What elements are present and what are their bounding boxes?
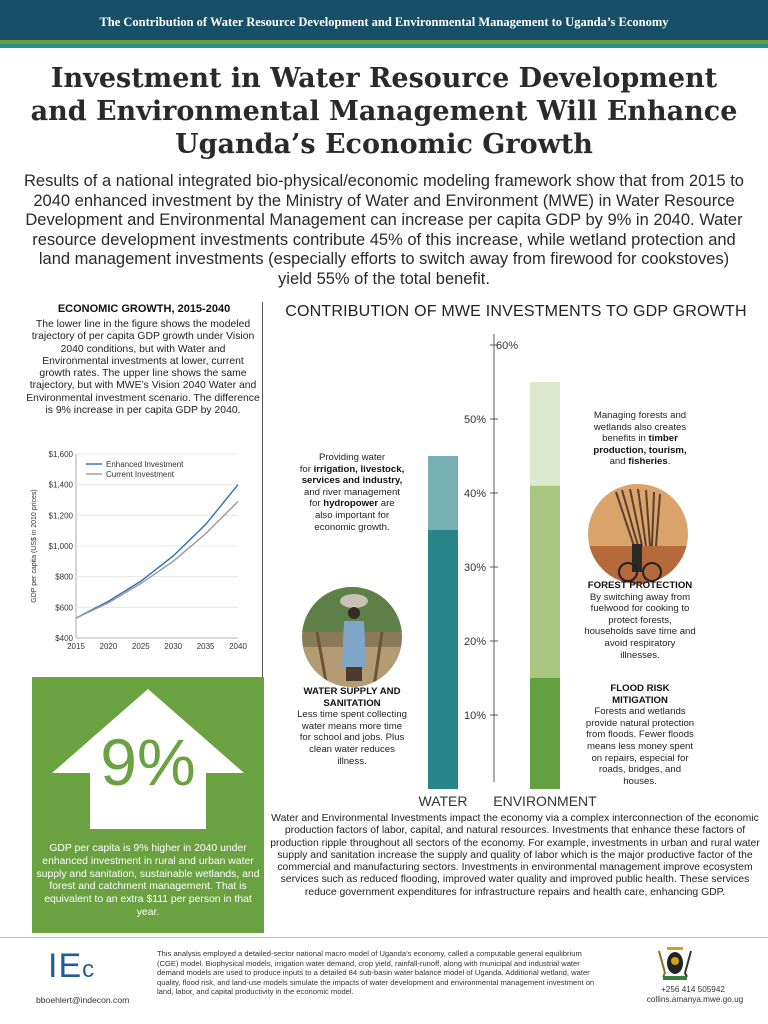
forests-benefits-note (584, 410, 696, 468)
forest-protection-body: By switching away from fuelwood for cooking to protect forests, households save time and avoid respiratory illnesses. (584, 591, 696, 661)
bar-chart-y-tick-label: 50% (463, 414, 486, 426)
water-note-line-5a: for (309, 498, 324, 510)
iec-logo-small: c (82, 956, 96, 983)
forests-note-fisheries: fisheries (628, 456, 668, 468)
line-chart-y-tick-label: $1,600 (48, 450, 73, 459)
line-chart-x-tick-label: 2040 (229, 642, 247, 651)
uganda-coat-of-arms-icon (655, 943, 695, 983)
bar-chart-y-tick-label: 20% (463, 636, 486, 648)
flood-risk-note (584, 683, 696, 787)
forests-note-line-5c: . (667, 456, 671, 468)
bar-segment-water-0 (428, 530, 458, 789)
contribution-chart-title: CONTRIBUTION OF MWE INVESTMENTS TO GDP GROWTH (285, 303, 747, 320)
economic-growth-heading: ECONOMIC GROWTH, 2015-2040 (57, 303, 231, 315)
legend-label: Enhanced Investment (106, 460, 184, 469)
bar-chart-y-tick-label: 40% (463, 488, 486, 500)
flood-risk-body: Forests and wetlands provide natural protection from floods. Fewer floods means less money spent on repairs, especial for roads, bridges, and houses. (585, 706, 695, 787)
line-chart-x-tick-label: 2015 (67, 642, 85, 651)
line-chart-y-tick-label: $600 (55, 603, 73, 613)
water-note-hydropower: hydropower (323, 498, 379, 510)
header-banner: The Contribution of Water Resource Development and Environmental Management to Uganda’s Economy (0, 0, 768, 40)
forests-note-line-3a: benefits in (602, 433, 649, 445)
bar-chart-y-ticks (464, 340, 518, 722)
firewood-carrier-image (588, 484, 688, 584)
investment-impact-paragraph: Water and Environmental Investments impact the economy via a complex interconnection of the economic production factors of labor, capital, and natural resources. Investments that enhance these factors of production ripple throughout all sectors of the economy. For example, investments in urban and rural water supply and sanitation increase the supply and quality of labor which is the major productive factor of the commercial and manufacturing sectors. Investments in environmental management improve ecosystem services such as reduced flooding, improved water quality and improved public health. These services reduce government expenditures for infrastructure repairs and health care, enhancing GDP. (270, 813, 760, 898)
intro-paragraph: Results of a national integrated bio-physical/economic modeling framework show that from 2015 to 2040 enhanced investment by the Ministry of Water and Environment (MWE) in Water Resource Development and Environmental Management can increase per capita GDP by 9% in 2040. Water resource development investments contribute 45% of this increase, while wetland protection and land management investments (especially efforts to switch away from firewood for cookstoves) yield 55% of the total benefit. (24, 172, 744, 288)
line-chart-legend (86, 460, 184, 479)
firewood-carrier-photo (588, 484, 688, 584)
page-title: Investment in Water Resource Development and Environmental Management Will Enhance Uganda’s Economic Growth (30, 63, 738, 160)
water-note-line-1: Providing water (318, 452, 386, 463)
line-chart-y-tick-label: $1,400 (48, 480, 73, 490)
water-carrier-photo (302, 587, 402, 687)
line-chart-y-tick-label: $800 (55, 572, 73, 582)
contact-phone[interactable]: +256 414 505942 (661, 985, 725, 994)
iec-logo (48, 947, 95, 986)
line-chart-grid (76, 454, 238, 638)
bar-chart-categories (419, 793, 598, 809)
line-chart-x-tick-label: 2025 (131, 642, 150, 651)
bar-segment-water-1 (428, 456, 458, 530)
forests-note-line-2: wetlands also creates (593, 421, 687, 433)
water-supply-body: Less time spent collecting water means more time for school and jobs. Plus clean water reduces illness. (297, 709, 407, 767)
bar-chart-y-tick-label: 10% (463, 710, 486, 722)
line-chart-x-tick-label: 2035 (196, 642, 215, 651)
water-note-line-5c: are (378, 498, 395, 510)
forests-note-line-1: Managing forests and (593, 410, 687, 421)
highlight-text: GDP per capita is 9% higher in 2040 under enhanced investment in rural and urban water supply and sanitation, sustainable wetlands, and forest and catchment management. That is equivalent to an extra $111 per person in that year. (36, 843, 260, 918)
line-chart-y-ticks (49, 450, 74, 643)
line-chart-y-label: GDP per capita (US$ in 2010 prices) (31, 489, 38, 603)
bar-chart-y-tick-label: 30% (463, 562, 486, 574)
flood-risk-heading: FLOOD RISK MITIGATION (610, 683, 670, 706)
line-chart-x-ticks (67, 642, 247, 651)
line-chart-series (76, 485, 238, 618)
bar-category-label: WATER (418, 793, 468, 809)
contact-email-right[interactable]: collins.amanya.mwe.go.ug (646, 995, 744, 1004)
forests-note-production: production, tourism, (593, 444, 687, 456)
water-supply-heading: WATER SUPPLY AND SANITATION (303, 686, 401, 709)
line-chart-x-tick-label: 2030 (164, 642, 183, 651)
forests-note-timber: timber (648, 433, 678, 445)
teal-stripe (0, 44, 768, 48)
line-chart-x-tick-label: 2020 (99, 642, 118, 651)
line-chart-y-tick-label: $1,000 (48, 542, 73, 551)
iec-logo-main: IE (48, 947, 83, 985)
forest-protection-heading: FOREST PROTECTION (587, 580, 693, 591)
water-carrier-image (302, 587, 402, 687)
water-note-services: services and industry, (301, 475, 403, 487)
forests-note-line-5a: and (609, 456, 629, 468)
water-note-irrigation: irrigation, livestock, (313, 463, 405, 475)
legend-label: Current Investment (106, 470, 175, 479)
bar-segment-environment-0 (530, 678, 560, 789)
contribution-bar-chart (400, 332, 610, 812)
bar-segment-environment-2 (530, 382, 560, 486)
water-note-line-2a: for (299, 463, 314, 475)
water-note-line-6: also important for (314, 509, 390, 521)
water-supply-note (296, 686, 408, 767)
methodology-note: This analysis employed a detailed-sector national macro model of Uganda’s economy, called a computable general equilibrium (CGE) model. Biophysical models, irrigation water demand, crop yield, rainfall-runoff, along with municipal and industrial water demand models are used to produce inputs to a detailed 84 sub-basin water balance model of Uganda. Additional wetland, water quality, flood risk, and land-use models simulate the impacts of water development and environmental management investment on land, labor, and capital productivity in the economic model. (157, 949, 595, 997)
forest-protection-note (584, 580, 696, 661)
gdp-line-chart (24, 446, 254, 656)
bar-chart-y-tick-label: 60% (496, 340, 519, 352)
line-series-enhanced-investment (76, 485, 238, 618)
water-uses-note (290, 452, 414, 533)
highlight-percent: 9% (100, 725, 196, 799)
footer-divider (0, 937, 768, 938)
water-note-line-4: and river management (304, 486, 400, 498)
water-note-line-7: economic growth. (314, 521, 390, 533)
line-series-current-investment (76, 502, 238, 619)
economic-growth-description: The lower line in the figure shows the modeled trajectory of per capita GDP growth under Vision 2040 conditions, but with Water and Environmental investments at lower, current growth rates. The upper line shows the same trajectory, but with MWE’s Vision 2040 Water and Environmental investment scenario. The difference is 9% increase in per capita GDP by 2040. (26, 319, 260, 417)
bar-category-label: ENVIRONMENT (493, 793, 597, 809)
line-chart-y-tick-label: $400 (55, 634, 73, 643)
bar-segment-environment-1 (530, 486, 560, 678)
contact-email-left[interactable]: bboehlert@indecon.com (36, 995, 130, 1005)
line-chart-y-tick-label: $1,200 (48, 511, 73, 521)
